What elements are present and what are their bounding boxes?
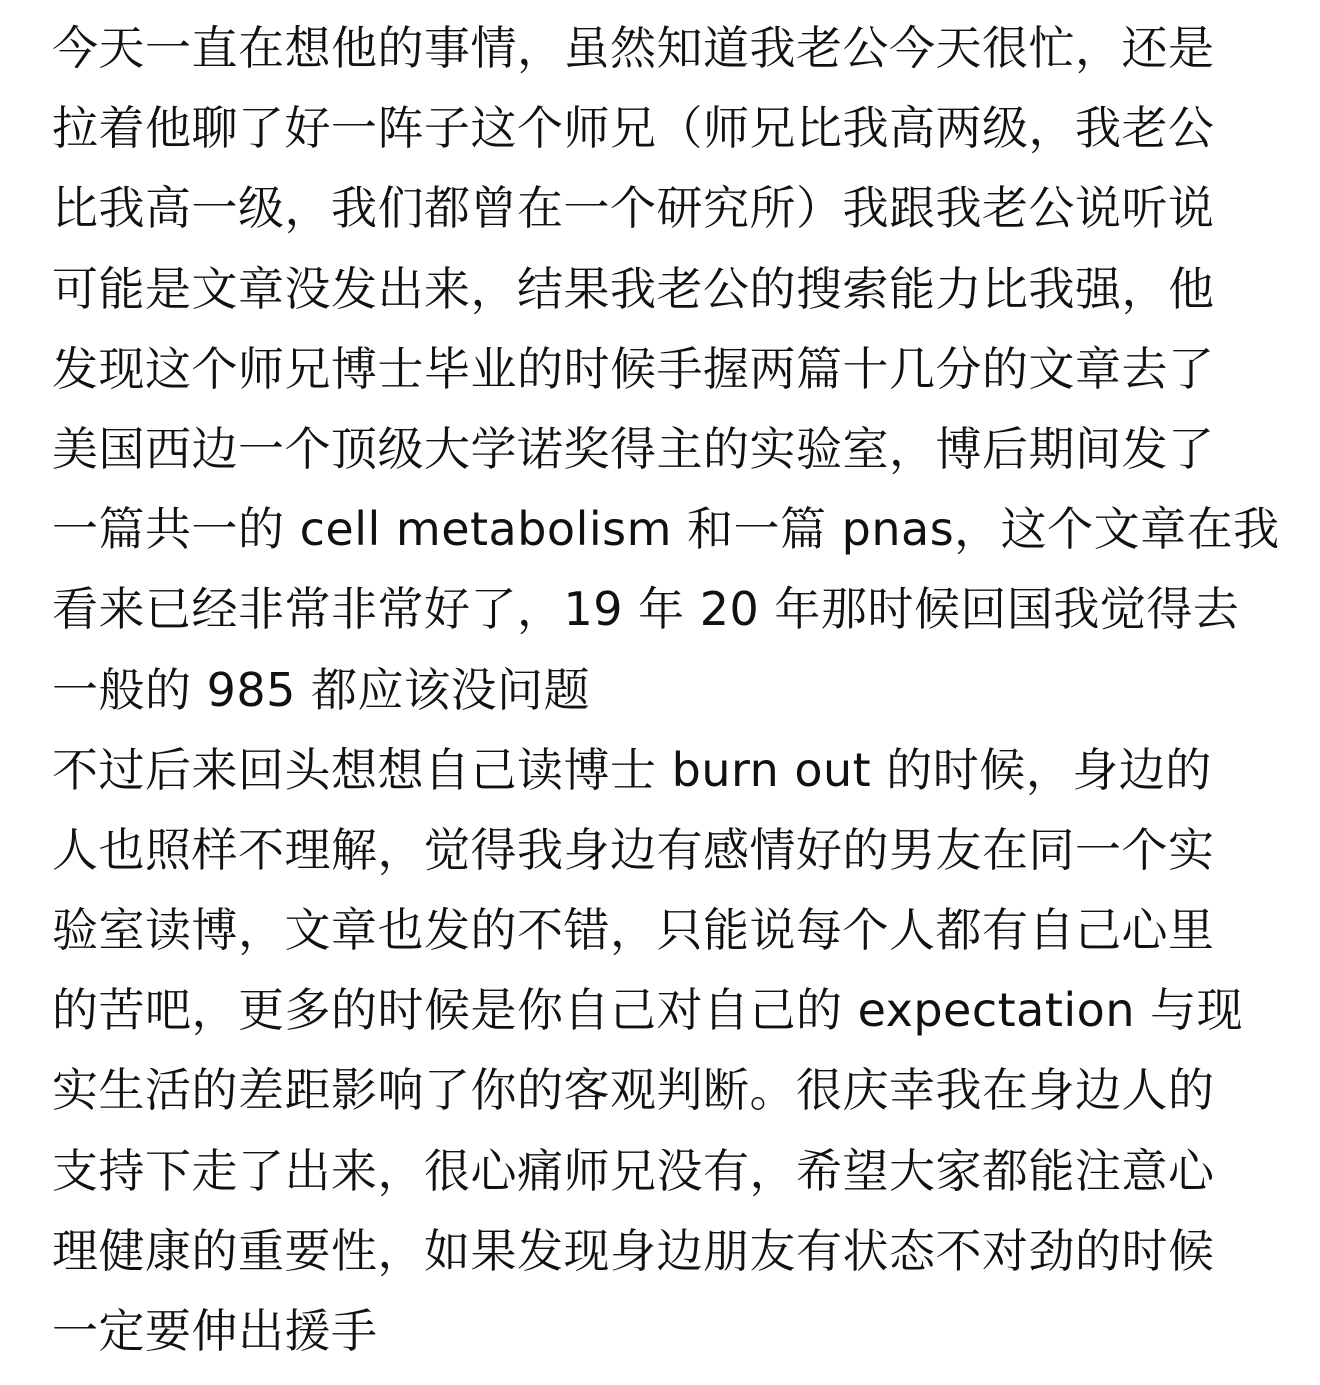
text-line: 可能是文章没发出来，结果我老公的搜索能力比我强，他 — [52, 261, 1215, 316]
text-line: 的苦吧，更多的时候是你自己对自己的 expectation 与现 — [52, 983, 1244, 1038]
text-line: 理健康的重要性，如果发现身边朋友有状态不对劲的时候 — [52, 1223, 1215, 1278]
text-line: 比我高一级，我们都曾在一个研究所）我跟我老公说听说 — [52, 181, 1215, 236]
text-line: 实生活的差距影响了你的客观判断。很庆幸我在身边人的 — [52, 1063, 1215, 1118]
text-line: 不过后来回头想想自己读博士 burn out 的时候，身边的 — [52, 742, 1212, 797]
text-line: 一定要伸出援手 — [52, 1304, 378, 1358]
post-body-text — [52, 8, 1282, 1371]
text-line: 美国西边一个顶级大学诺奖得主的实验室，博后期间发了 — [52, 421, 1215, 476]
text-line: 人也照样不理解，觉得我身边有感情好的男友在同一个实 — [52, 822, 1215, 877]
text-line: 看来已经非常非常好了，19 年 20 年那时候回国我觉得去 — [52, 582, 1240, 637]
text-line: 拉着他聊了好一阵子这个师兄（师兄比我高两级，我老公 — [52, 101, 1215, 156]
text-line: 验室读博，文章也发的不错，只能说每个人都有自己心里 — [52, 903, 1215, 958]
text-line: 一般的 985 都应该没问题 — [52, 662, 591, 717]
text-line: 一篇共一的 cell metabolism 和一篇 pnas，这个文章在我 — [52, 502, 1280, 557]
text-line: 支持下走了出来，很心痛师兄没有，希望大家都能注意心 — [52, 1143, 1215, 1198]
text-line: 今天一直在想他的事情，虽然知道我老公今天很忙，还是 — [52, 21, 1215, 75]
text-line: 发现这个师兄博士毕业的时候手握两篇十几分的文章去了 — [52, 341, 1215, 396]
